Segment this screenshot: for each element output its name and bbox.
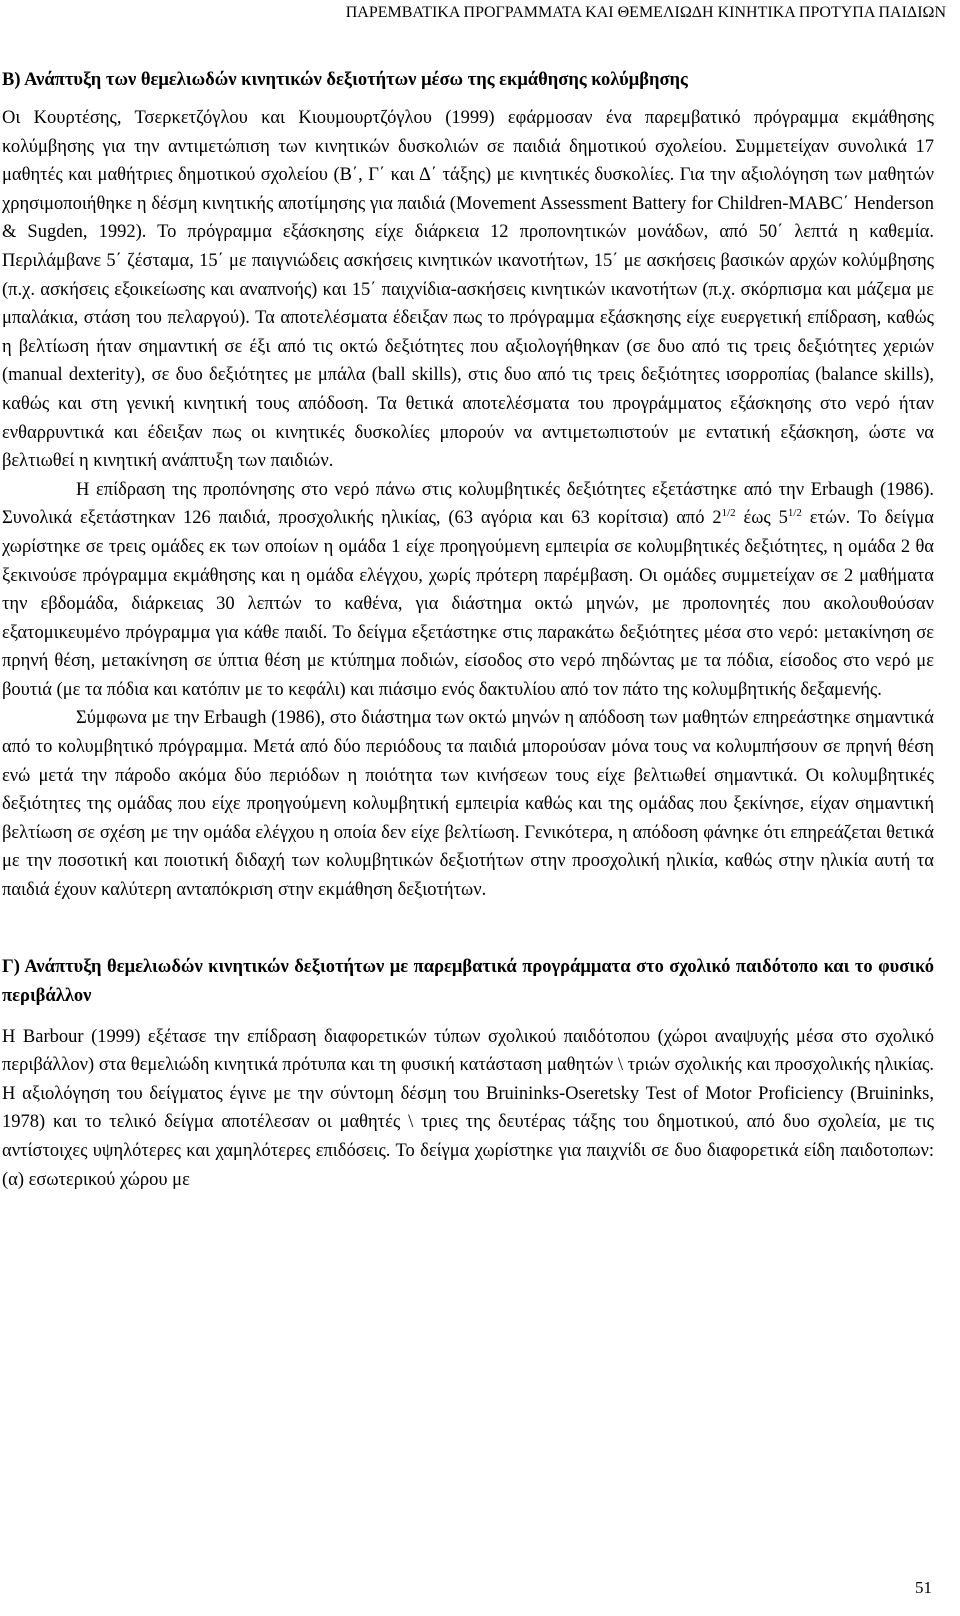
section-c-heading: Γ) Ανάπτυξη θεμελιωδών κινητικών δεξιοτήτων με παρεμβατικά προγράμματα στο σχολικό παιδότοπο και το φυσικό περιβάλλον: [2, 956, 934, 1006]
section-b-paragraph-1: Οι Κουρτέσης, Τσερκετζόγλου και Κιουμουρτζόγλου (1999) εφάρμοσαν ένα παρεμβατικό πρόγραμμα εκμάθησης κολύμβησης για την αντιμετώπιση των κινητικών δυσκολιών σε παιδιά δημοτικού σχολείου. Συμμετείχαν συνολικά 17 μαθητές και μαθήτριες δημοτικού σχολείου (Β΄, Γ΄ και Δ΄ τάξης) με κινητικές δυσκολίες. Για την αξιολόγηση των μαθητών χρησιμοποιήθηκε η δέσμη κινητικής αποτίμησης για παιδιά (Movement Assessment Battery for Children-MABC΄ Henderson & Sugden, 1992). Το πρόγραμμα εξάσκησης είχε διάρκεια 12 προπονητικών μονάδων, από 50΄ λεπτά η καθεμία. Περιλάμβανε 5΄ ζέσταμα, 15΄ με παιγνιώδεις ασκήσεις κινητικών ικανοτήτων, 15΄ με ασκήσεις βασικών αρχών κολύμβησης (π.χ. ασκήσεις εξοικείωσης και αναπνοής) και 15΄ παιχνίδια-ασκήσεις κινητικών ικανοτήτων (π.χ. σκόρπισμα και μάζεμα με μπαλάκια, στάση του πελαργού). Τα αποτελέσματα έδειξαν πως το πρόγραμμα εξάσκησης είχε ευεργετική επίδραση, καθώς η βελτίωση ήταν σημαντική σε έξι από τις οκτώ δεξιότητες που αξιολογήθηκαν (σε δυο από τις τρεις δεξιότητες χεριών (manual dexterity), σε δυο δεξιότητες με μπάλα (ball skills), στις δυο από τις τρεις δεξιότητες ισορροπίας (balance skills), καθώς και στη γενική κινητική τους απόδοση. Τα θετικά αποτελέσματα του προγράμματος εξάσκησης στο νερό ήταν ενθαρρυντικά και έδειξαν πως οι κινητικές δυσκολίες μπορούν να αντιμετωπιστούν με εντατική εξάσκηση, ώστε να βελτιωθεί η κινητική ανάπτυξη των παιδιών.: [2, 108, 934, 472]
fraction-superscript: 1/2: [721, 507, 736, 520]
paragraph-2-text-end: ετών. Το δείγμα χωρίστηκε σε τρεις ομάδες εκ των οποίων η ομάδα 1 είχε προηγούμενη εμπειρία σε κολυμβητικές δεξιότητες, η ομάδα 2 θα ξεκινούσε πρόγραμμα εκμάθησης και η ομάδα ελέγχου, χωρίς πρότερη παρέμβαση. Οι ομάδες συμμετείχαν σε 2 μαθήματα την εβδομάδα, διάρκειας 30 λεπτών το καθένα, για διάστημα οκτώ μηνών, με προπονητές που ακολουθούσαν εξατομικευμένο πρόγραμμα για κάθε παιδί. Το δείγμα εξετάστηκε στις παρακάτω δεξιότητες μέσα στο νερό: μετακίνηση σε πρηνή θέση, μετακίνηση σε ύπτια θέση με κτύπημα ποδιών, είσοδος στο νερό πηδώντας με τα πόδια, είσοδος στο νερό με βουτιά (με τα πόδια και κατόπιν με το κεφάλι) και πιάσιμο ενός δακτυλίου από τον πάτο της κολυμβητικής δεξαμενής.: [2, 508, 934, 700]
page-content: [0, 66, 934, 1194]
section-b-paragraph-3: Σύμφωνα με την Erbaugh (1986), στο διάστημα των οκτώ μηνών η απόδοση των μαθητών επηρεάστηκε σημαντικά από το κολυμβητικό πρόγραμμα. Μετά από δύο περιόδους τα παιδιά μπορούσαν μόνα τους να κολυμπήσουν σε πρηνή θέση ενώ μετά την πάροδο ακόμα δύο περιόδων η ποιότητα των κινήσεων τους είχε βελτιωθεί σημαντικά. Οι κολυμβητικές δεξιότητες της ομάδας που είχε προηγούμενη κολυμβητική εμπειρία καθώς και της ομάδας που ξεκίνησε, είχαν σημαντική βελτίωση σε σχέση με την ομάδα ελέγχου η οποία δεν είχε βελτίωση. Γενικότερα, η απόδοση φάνηκε ότι επηρεάζεται θετικά με την ποσοτική και ποιοτική διδαχή των κολυμβητικών δεξιοτήτων στην προσχολική ηλικία, καθώς στην ηλικία αυτή τα παιδιά έχουν καλύτερη ανταπόκριση στην εκμάθηση δεξιοτήτων.: [2, 708, 934, 901]
running-header: ΠΑΡΕΜΒΑΤΙΚΑ ΠΡΟΓΡΑΜΜΑΤΑ ΚΑΙ ΘΕΜΕΛΙΩΔΗ ΚΙΝΗΤΙΚΑ ΠΡΟΤΥΠΑ ΠΑΙΔΙΩΝ: [345, 4, 946, 21]
paragraph-2-text-start: Η επίδραση της προπόνησης στο νερό πάνω στις κολυμβητικές δεξιότητες εξετάστηκε από την Erbaugh (1986). Συνολικά εξετάστηκαν 126 παιδιά, προσχολικής ηλικίας, (63 αγόρια και 63 κορίτσια) από 2: [2, 479, 934, 529]
section-b-heading: Β) Ανάπτυξη των θεμελιωδών κινητικών δεξιοτήτων μέσω της εκμάθησης κολύμβησης: [2, 70, 688, 90]
section-c-paragraph-1: Η Barbour (1999) εξέτασε την επίδραση διαφορετικών τύπων σχολικού παιδότοπου (χώροι αναψυχής μέσα στο σχολικό περιβάλλον) στα θεμελιώδη κινητικά πρότυπα και τη φυσική κατάσταση μαθητών \ τριών σχολικής και προσχολικής ηλικίας. Η αξιολόγηση του δείγματος έγινε με την σύντομη δέσμη του Bruininks-Oseretsky Test of Motor Proficiency (Bruininks, 1978) και το τελικό δείγμα αποτέλεσαν οι μαθητές \ τριες της δευτέρας τάξης του δημοτικού, από δυο σχολεία, με τις αντίστοιχες υψηλότερες και χαμηλότερες επιδόσεις. Το δείγμα χωρίστηκε για παιχνίδι σε δυο διαφορετικά είδη παιδοτοπων: (α) εσωτερικού χώρου με: [2, 1026, 934, 1190]
paragraph-2-text-mid: έως 5: [735, 508, 788, 529]
fraction-superscript: 1/2: [787, 507, 802, 520]
section-b-paragraph-2: [2, 476, 934, 705]
page-number: 51: [915, 1578, 932, 1597]
